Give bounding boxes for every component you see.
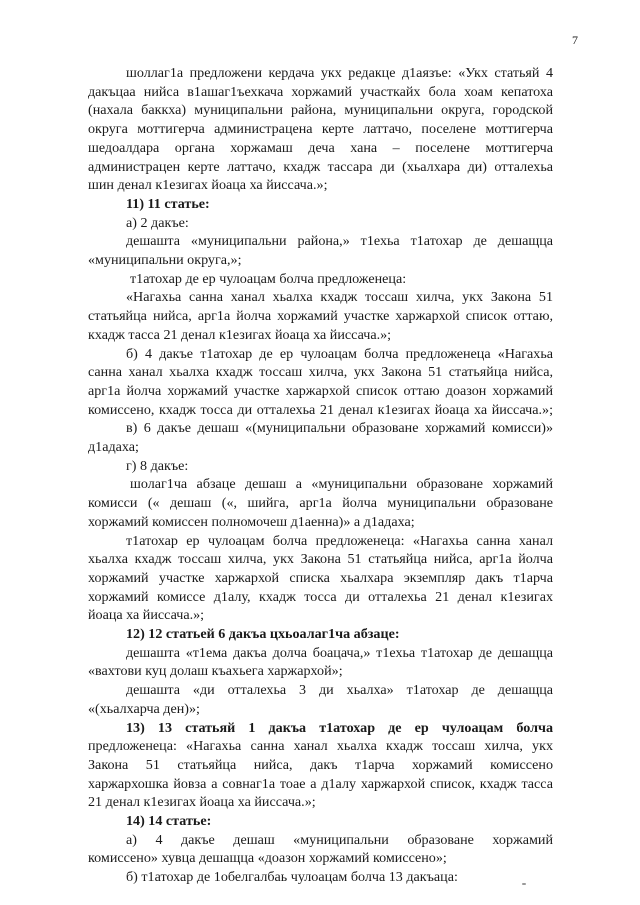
text-line: «(хьалхарча ден)»; [88,700,200,717]
text-line: т1атохар ер чулоацам болча предложенеца: «Нагахьа санна ханал [126,532,553,549]
text-line: хьалха кхадж тоссаш хилча, укх Закона 51 статьяйца нийса, арг1а йолча [88,551,553,568]
section-heading: 12) 12 статьей 6 дакъа цхьоалаг1ча абзаце: [126,626,400,642]
page-number: 7 [572,33,578,47]
text-line: кхадж тасса 21 денал к1езигах йоаца ха йиссача.»; [88,326,392,343]
text-line: шолаг1ча абзаце дешаш а «муниципальни образоване хоржамий [130,476,553,493]
text-line: шедоалдара органа хоржамаш деча хана – поселене моттигерча [88,139,553,156]
text-line: б) 4 дакъе т1атохар де ер чулоацам болча предложенеца «Нагахьа [126,345,553,362]
text-line: комисси (« дешаш («, шийга, арг1а йолча муниципальни образоване [88,495,553,512]
text-line: дешашта «т1ема дакъа долча боацача,» т1ехьа т1атохар де дешащца [126,644,553,661]
text-line: г) 8 дакъе: [126,457,189,474]
text-line: (нахала баккха) муниципальни района, муниципальни округа, городской [88,102,553,119]
text-line: комиссено, кхадж тосса ди отталехьа 21 денал к1езигах йоаца ха йиссача.»; [88,401,553,418]
text-line: Закона 51 статьяйца нийса, дакъ т1арча хоржамий комиссено [88,756,553,773]
text-line: хоржамий комиссен полномочеш д1аенна)» а д1адаха; [88,513,415,530]
text-line: хоржамий участке харжархой списка хьалхара экземпляр дакъ т1арча [88,569,553,586]
text-line: округа моттигерча администрацена керте латтачо, поселене моттигерча [88,121,553,138]
text-line: йоаца ха йиссача.»; [88,607,205,624]
text-line: предложенеца: «Нагахьа санна ханал хьалха кхадж тоссаш хилча, укх [88,738,553,755]
text-line: шин денал к1езигах йоаца ха йиссача.»; [88,177,328,194]
text-line: в) 6 дакъе дешаш «(муниципальни образоване хоржамий комисси)» [126,420,553,437]
text-line: арг1а йолча хоржамий участке харжархой список оттаю доазон хоржамий [88,382,553,399]
text-line: а) 2 дакъе: [126,214,189,231]
text-line: дешашта «муниципальни района,» т1ехьа т1атохар де дешащца [126,233,553,250]
text-line: санна ханал хьалха кхадж тоссаш хилча, укх Закона 51 статьяйца нийса, [88,364,553,381]
text-line: комиссено» хувца дешащца «доазон хоржамий комиссено»; [88,850,447,867]
text-line: т1атохар де ер чулоацам болча предложенеца: [130,270,407,287]
text-line: дакъцаа нийса в1ашаг1ъехкача хоржамий участкайх бола хоам кепатоха [88,83,553,100]
text-line: статьяйца нийса, арг1а йолча хоржамий участке харжархой список оттаю, [88,308,553,325]
text-line: хоржамий комиссе д1алу, кхадж тосса ди отталехьа 21 денал к1езигах [88,588,553,605]
text-line: «Нагахьа санна ханал хьалха кхадж тоссаш хилча, укх Закона 51 [126,289,553,306]
section-heading: 14) 14 статье: [126,813,212,829]
text-line: «муниципальни округа,»; [88,252,242,268]
text-line: б) т1атохар де 1обелгалбаь чулоацам болча 13 дакъаца: [126,869,458,886]
text-line: администрацен керте латтачо, кхадж тассара ди (хьалхара ди) отталехьа [88,158,553,175]
text-line: шоллаг1а предложени кердача укх редакце д1аязъе: «Укх статьяй 4 [126,65,553,81]
scan-speck [522,883,526,885]
text-line: д1адаха; [88,439,139,455]
text-line: харжархошка йовза а совнаг1а тоае а д1алу харжархой список, кхадж тасса [88,775,553,792]
section-heading: 11) 11 статье: [126,195,210,212]
text-line: 21 денал к1езигах йоаца ха йиссача.»; [88,794,316,811]
text-line: а) 4 дакъе дешаш «муниципальни образоване хоржамий [126,831,553,848]
section-heading: 13) 13 статьяй 1 дакъа т1атохар де ер чулоацам болча [126,719,553,736]
text-line: дешашта «ди отталехьа 3 ди хьалха» т1атохар де дешащца [126,682,553,699]
text-line: «вахтови куц долаш къахьега харжархой»; [88,663,343,680]
